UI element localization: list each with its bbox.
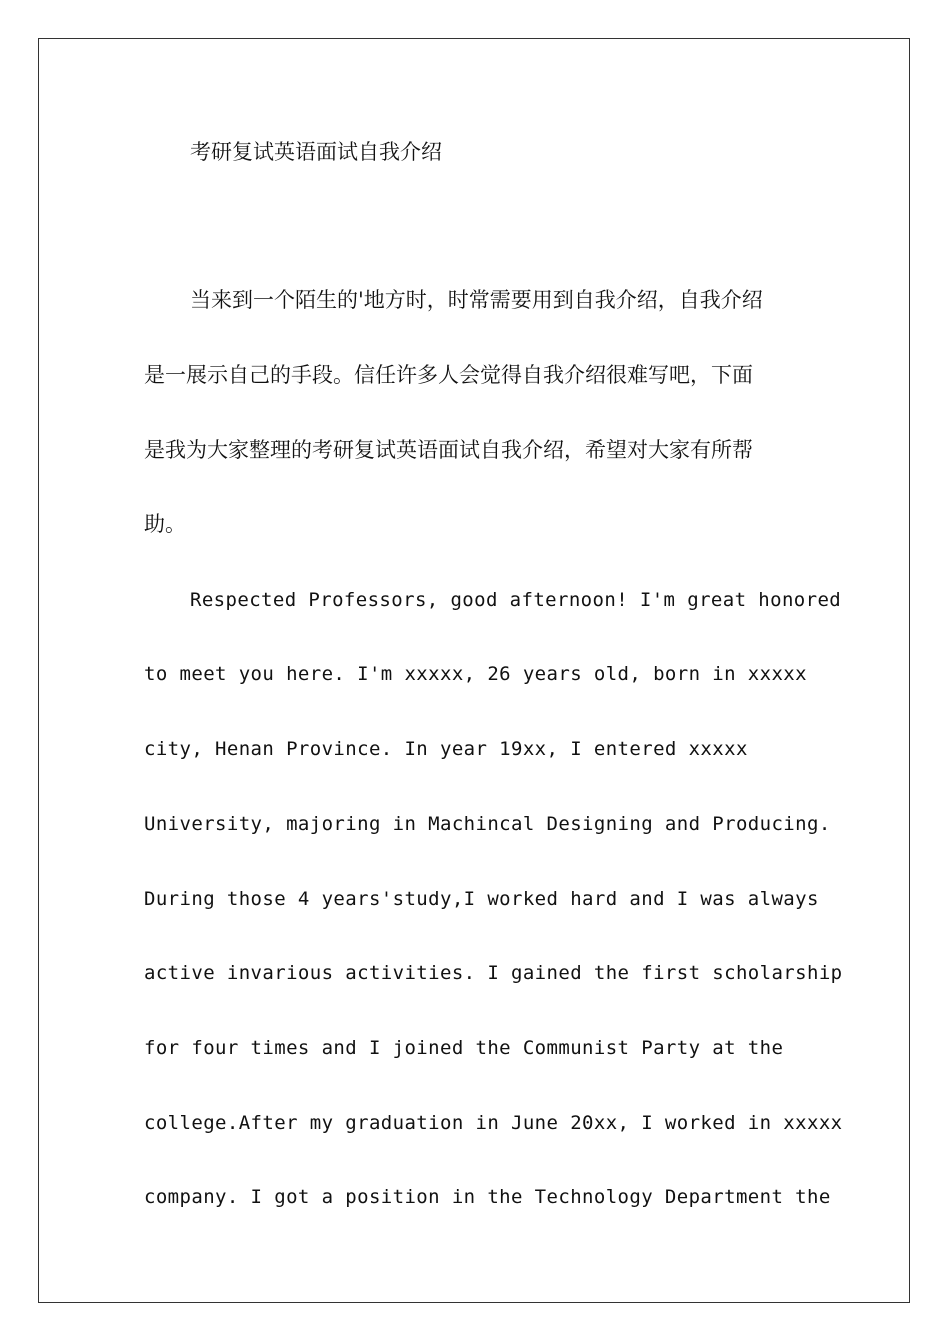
english-line-5: During those 4 years'study,I worked hard and I was always bbox=[144, 888, 819, 910]
intro-line-2: 是一展示自己的手段。信任许多人会觉得自我介绍很难写吧，下面 bbox=[144, 363, 753, 387]
english-line-8: college.After my graduation in June 20xx, I worked in xxxxx bbox=[144, 1112, 843, 1134]
english-line-1: Respected Professors, good afternoon! I'm great honored bbox=[190, 589, 842, 611]
intro-line-3: 是我为大家整理的考研复试英语面试自我介绍，希望对大家有所帮 bbox=[144, 438, 753, 462]
english-line-3: city, Henan Province. In year 19xx, I entered xxxxx bbox=[144, 738, 748, 760]
intro-line-4: 助。 bbox=[144, 512, 186, 536]
document-title: 考研复试英语面试自我介绍 bbox=[190, 140, 442, 164]
english-line-2: to meet you here. I'm xxxxx, 26 years old, born in xxxxx bbox=[144, 663, 807, 685]
english-line-9: company. I got a position in the Technology Department the bbox=[144, 1186, 831, 1208]
english-line-6: active invarious activities. I gained the first scholarship bbox=[144, 962, 843, 984]
intro-line-1: 当来到一个陌生的'地方时，时常需要用到自我介绍，自我介绍 bbox=[190, 288, 763, 312]
english-line-4: University, majoring in Machincal Designing and Producing. bbox=[144, 813, 831, 835]
english-line-7: for four times and I joined the Communist Party at the bbox=[144, 1037, 784, 1059]
